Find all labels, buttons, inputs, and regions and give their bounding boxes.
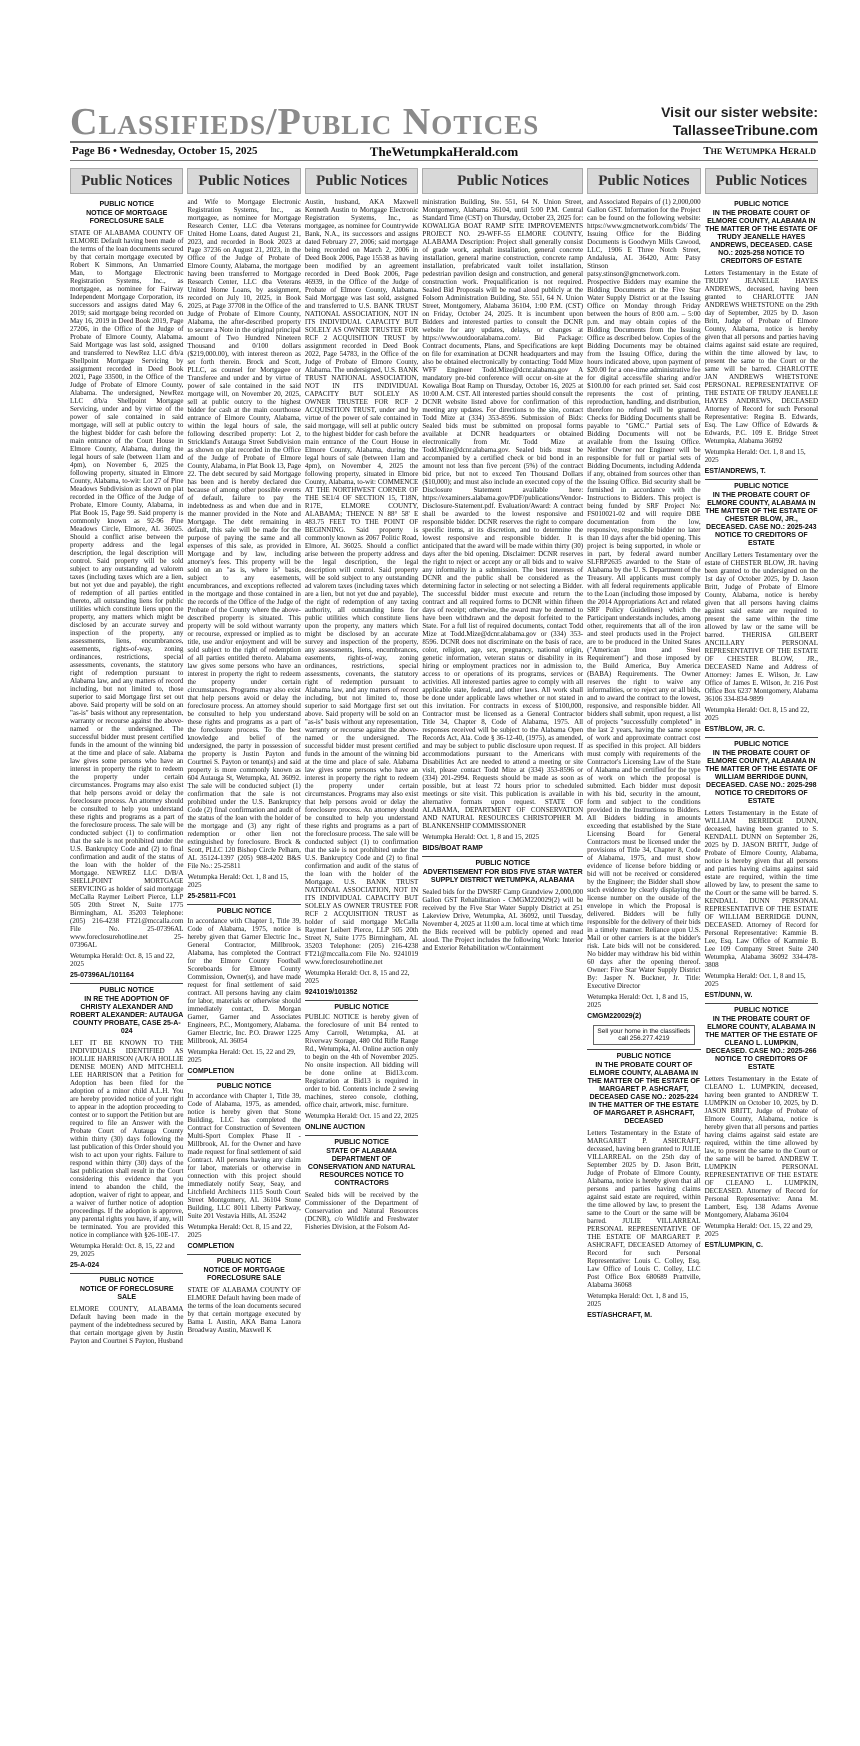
notice-code: CMGM220029(2) — [587, 1013, 642, 1020]
notice-column — [422, 168, 583, 1736]
column-body — [305, 194, 418, 1736]
public-notice — [422, 198, 583, 853]
notice-title: IN THE PROBATE COURT OF ELMORE COUNTY, ALABAMA IN THE MATTER OF THE ESTATE OF CHESTER BLOW, JR., DECEASED. CASE NO.: 2025-243 NOTICE TO CREDITORS OF ESTATE — [705, 492, 818, 547]
column-body — [705, 194, 818, 1736]
notice-publication-dates: Wetumpka Herald: Oct. 1, 8 and 15, 2025 — [187, 873, 289, 889]
public-notice — [70, 201, 183, 980]
notice-label: PUBLIC NOTICE — [99, 987, 154, 994]
notice-body: STATE OF ALABAMA COUNTY OF ELMORE Default having been made of the terms of the loan documents secured by that certain mortgage executed by Bama L Austin, AKA Bama Lanora Broadway Austin, Maxwell K — [187, 1286, 301, 1334]
public-notice — [70, 987, 183, 1270]
page-date: Page B6 • Wednesday, October 15, 2025 — [72, 145, 258, 157]
notice-body: and Associated Repairs of (1) 2,000,000 Gallon GST. Information for the Project can be found on the following website: https://www.gmcnetwork.com/bids/ The Issuing Office for the Bidding Documents is Goodwyn Mills Cawood, LLC, 1906 E Three Notch Street, Andalusia, AL 36420, Attn: Patsy Stinson patsy.stinson@gmcnetwork.com. Prospective Bidders may examine the Bidding Documents at the Five Star Water Supply District or at the Issuing Office on Monday through Friday between the hours of 8:00 a.m. – 5:00 p.m. and may obtain copies of the Bidding Documents from the Issuing Office as described below. Copies of the Bidding Documents may be obtained from the Issuing Office, during the hours indicated above, upon payment of $20.00 for a one-time administrative fee for digital access/file sharing and/or $100.00 for each printed set. Said cost represents the cost of printing, reproduction, handling, and distribution, therefore no refund will be granted. Checks for Bidding Documents shall be payable to "GMC." Partial sets of Bidding Documents will not be available from the Issuing Office. Neither Owner nor Engineer will be responsible for full or partial sets of Bidding Documents, including Addenda if any, obtained from sources other than the Issuing Office. Bid security shall be furnished in accordance with the Instructions to Bidders. This project is being funded by SRF Project No: FS010021-02 and will require DBE documentation from the low, responsive, responsible bidder no later than 10 days after the bid opening. This project is being supported, in whole or in part, by federal award number SLFRP2635 awarded to the State of Alabama by the U. S. Department of the Treasury. All applicants must comply with all federal requirements applicable to the Loan (including those imposed by the 2014 Appropriations Act and related SRF Policy Guidelines) which the Participant understands includes, among other, requirements that all of the iron and steel products used in the Project are to be produced in the United States ("American Iron and Steel Requirement") and those imposed by the Build America, Buy America (BABA) Requirements. The Owner reserves the right to waive any informalities, or to reject any or all bids, and to award the contract to the lowest, responsive, and responsible bidder. All bidders shall submit, upon request, a list of projects "successfully completed" in the last 2 years, having the same scope of work and approximate contract cost as specified in this project. All bidders must comply with requirements of the Contractor's Licensing Law of the State of Alabama and be certified for the type of work on which the proposal is submitted. Each bidder must deposit with his bid, security in the amount, form and subject to the conditions provided in the Instructions to Bidders. All Bidders bidding in amounts exceeding that established by the State Licensing Board for General Contractors must be licensed under the provisions of Title 34, Chapter 8, Code of Alabama, 1975, and must show evidence of license before bidding or bid will not be received or considered by the Engineer; the Bidder shall show such evidence by clearly displaying the license number on the outside of the envelope in which the Proposal is delivered. Bidders will be fully responsible for the delivery of their bids in a timely manner. Reliance upon U.S. Mail or other carriers is at the bidder's risk. Late bids will not be considered. No bidder may withdraw his bid within 60 days after the opening thereof. Owner: Five Star Water Supply District By: Jasper N. Buckner, Jr. Title: Executive Director — [587, 198, 701, 990]
notice-title: NOTICE OF MORTGAGE FORECLOSURE SALE — [203, 1267, 285, 1282]
notice-divider — [705, 1003, 818, 1004]
notice-title: ADVERTISEMENT FOR BIDS FIVE STAR WATER SUPPLY DISTRICT WETUMPKA, ALABAMA — [422, 869, 583, 884]
notice-publication-dates: Wetumpka Herald: Oct. 8, 15 and 22, 2025 — [187, 1223, 293, 1239]
notice-label: PUBLIC NOTICE — [734, 741, 789, 748]
notice-body: PUBLIC NOTICE is hereby given of the foreclosure of unit B4 rented to Amy Carroll, Wetumpka, AL at Riverway Storage, 480 Old Rifle Range Rd., Wetumpka, Al. Online auction only to begin on the 4th of November 2025. No onsite inspection. All bidding will be done online at Bid13.com. Registration at Bid13 is required in order to bid. Contents include 2 sewing machines, stereo console, clothing, office chair, artwork, misc. furniture. — [304, 1013, 419, 1109]
notice-title: NOTICE OF FORECLOSURE SALE — [79, 1286, 174, 1301]
notice-body: ministration Building, Ste. 551, 64 N. Union Street, Montgomery, Alabama 36104, until 5:00 P.M. Central Standard Time (CST) on Thursday, October 23, 2025 for: KOWALIGA BOAT RAMP SITE IMPROVEMENTS PROJECT NO. 29-WFF-55 ELMORE COUNTY, ALABAMA Description: Project shall generally consist of grade work, asphalt installation, general concrete installation, general marine construction, concrete ramp installation, prefabricated vault toilet installation, pedestrian pavilion design and construction, and general construction work. Prequalification is not required. Sealed Bid Proposals will be read aloud publicly at the Folsom Administration Building, Ste. 551, 64 N. Union Street, Montgomery, Alabama 36104, 1:00 P.M. (CST) on Friday, October 24, 2025. It is incumbent upon Bidders and interested parties to consult the DCNR website for any updates, delays, or changes at https://www.outdooralabama.com/. Bid Package: Contract documents, Plans, and Specifications are kept on file for examination at DCNR headquarters and may also be obtained electronically by contacting: Todd Mize WFF Engineer Todd.Mize@dcnr.alabama.gov A mandatory pre-bid conference will occur on-site at the Kowaliga Boat Ramp on Thursday, October 16, 2025 at 10:00 A.M. CST. All interested parties should consult the DCNR website listed above for confirmation of this meeting any updates. For directions to the site, contact Todd Mize at (334) 353-8596. Submission of Bids: Sealed bids must be submitted on proposal forms available at DCNR headquarters or obtained electronically from Mr. Todd Mize at Todd.Mize@dcnr.alabama.gov. Sealed bids must be accompanied by a certified check or bid bond in an amount not less than five percent (5%) of the contract bid price, but not to exceed Ten Thousand Dollars ($10,000); and must also include an executed copy of the Disclosure Statement available here: https://examiners.alabama.gov/PDF/publications/Vendor-Disclosure-Statement.pdf. Evaluation/Award: A contract shall be awarded to the lowest responsive and responsible bidder. DCNR reserves the right to compare specific items, at its discretion, and to determine the lowest responsive and responsible bidder. It is anticipated that the award will be made within thirty (30) days after the bid opening. Disclaimer: DCNR reserves the right to reject or accept any or all bids and to waive any informality in a submission. The best interests of DCNR and the public shall be considered as the determining factor in selecting or not selecting a Bidder. The successful bidder must execute and return the contract and all required forms to DCNR within fifteen days of receipt; otherwise, the award may be deemed to have been withdrawn and the deposit forfeited to the State. For a full list of required documents, contact Todd Mize at Todd.Mize@dcnr.alabama.gov or (334) 353-8596. DCNR does not discriminate on the basis of race, color, religion, age, sex, pregnancy, national origin, genetic information, veteran status or disability in its hiring or employment practices nor in admission to, access to or operations of its programs, services or activities. All interested parties agree to comply with all applicable state, federal, and other laws. All work shall be done under applicable laws whether or not stated in this invitation. For contracts in excess of $100,000, Contractor must be licensed as a General Contractor Title 34, Chapter 8, Code of Alabama, 1975. All responses received will be subject to the Alabama Open Records Act, Ala. Code § 36-12-40, (1975), as amended, and may be subject to public disclosure upon request. If accommodations pursuant to the Americans with Disabilities Act are needed to attend a meeting or site visit, please contact Todd Mize at (334) 353-8596 or (334) 201-2994. Requests should be made as soon as possible, but at least 72 hours prior to scheduled meetings or site visit. This publication is available in alternative formats upon request. STATE OF ALABAMA, DEPARTMENT OF CONSERVATION AND NATURAL RESOURCES CHRISTOPHER M. BLANKENSHIP COMMISSIONER — [422, 198, 584, 830]
notice-publication-dates: Wetumpka Herald: Oct. 1, 8 and 15, 2025 — [587, 993, 689, 1009]
notice-column — [705, 168, 818, 1736]
notice-body: Sealed bids for the DWSRF Camp Grandview 2,000,000 Gallon GST Rehabilitation - CMGM220029(2) will be received by the Five Star Water Supply District at 251 Lakeview Drive, Wetumpka, AL 36092, until Tuesday, November 4, 2025 at 11:00 a.m. local time at which time the Bids received will be publicly opened and read aloud. The Project includes the following Work: Interior and Exterior Rehabilitation w/Containment — [422, 888, 584, 952]
column-body — [422, 194, 583, 1736]
notice-title: IN THE PROBATE COURT OF ELMORE COUNTY, ALABAMA IN THE MATTER OF THE ESTATE OF WILLIAM BERRIDGE DUNN, DECEASED. CASE NO.: 2025-298 NOTICE TO CREDITORS OF ESTATE — [705, 750, 818, 805]
notice-publication-dates: Wetumpka Herald: Oct. 1, 8 and 15, 2025 — [704, 972, 806, 988]
notice-label: PUBLIC NOTICE — [334, 1139, 389, 1146]
paper-name: The Wetumpka Herald — [703, 145, 816, 157]
notice-divider — [305, 1000, 418, 1001]
notice-body: In accordance with Chapter 1, Title 39, Code of Alabama, 1975, notice is hereby given that Garner Electric Inc., General Contractor, Millbrook, Alabama, has completed the Contract for the Elmore County Football Scoreboards for Elmore County Commission, Owner(s), and have made request for final settlement of said contract. All persons having any claim for labor, materials or otherwise should immediately contact, D. Morgan Garner, Garner and Associates Engineers, P.C., Montgomery, Alabama. Garner Electric, Inc. P.O. Drawer 1225 Millbrook, AL 36054 — [187, 917, 301, 1045]
issue-bar — [70, 141, 818, 161]
notice-divider — [587, 1049, 700, 1050]
notice-divider — [422, 856, 583, 857]
notice-title: IN THE PROBATE COURT OF ELMORE COUNTY, ALABAMA IN THE MATTER OF THE ESTATE OF MARGARET P. ASHCRAFT, DECEASED CASE NO.: 2025-224 IN THE MATTER OF THE ESTATE OF MARGARET P. ASHCRAFT, DECEASED — [587, 1062, 701, 1125]
notice-publication-dates: Wetumpka Herald: Oct. 8, 15 and 22, 2025 — [704, 706, 810, 722]
public-notice — [705, 1007, 818, 1250]
notice-code: EST/DUNN, W. — [704, 992, 753, 999]
notice-body: Letters Testamentary in the Estate of TRUDY JEANELLE HAYES ANDREWS, deceased, having been granted to CHARLOTTE JAN ANDREWS WHETSTONE on the 29th day of September, 2025 by D. Jason Britt, Judge of Probate of Elmore County, Alabama, notice is hereby given that all persons and parties having claims against said estate are required, within the time allowed by law, to present the same to the Court or the same will be barred. CHARLOTTE JAN ANDREWS WHETSTONE PERSONAL REPRESENTATIVE OF THE ESTATE OF TRUDY JEANELLE HAYES ANDREWS, DECEASED Attorney of Record for such Personal Representative: Regina B. Edwards, Esq. The Law Office of Edwards & Edwards, P.C. 109 E. Bridge Street Wetumpka, Alabama 36092 — [704, 269, 819, 445]
public-notice — [705, 201, 818, 476]
notice-label: PUBLIC NOTICE — [216, 908, 272, 915]
notice-divider — [187, 1079, 300, 1080]
notices-columns — [70, 168, 818, 1736]
notice-column — [587, 168, 700, 1736]
notice-body: ELMORE COUNTY, ALABAMA Default having been made in the payment of the indebtedness secured by that certain mortgage given by Justin Payton and Courtnei S Payton, Husband — [70, 1305, 184, 1345]
notice-divider — [705, 479, 818, 480]
notice-divider — [705, 737, 818, 738]
public-notice — [587, 1053, 700, 1320]
notice-body: In accordance with Chapter 1, Title 39, Code of Alabama, 1975, as amended, notice is hereby given that Stone Building, LLC has completed the Contract for Construction of Seventeen Multi-Sport Complex Phase II - Millbrook, AL for the Owner and have made request for final settlement of said Contract. All persons having any claim for labor, materials or otherwise in connection with this project should immediately notify Seay, Seay, and Litchfield Architects 1115 South Court Street Montgomery, AL 36104 Stone Building, LLC 8011 Liberty Parkway, Suite 201 Vestavia Hills, AL 35242 — [187, 1092, 301, 1220]
sister-site-link[interactable]: TallasseeTribune.com — [672, 122, 818, 138]
notice-body: Ancillary Letters Testamentary over the estate of CHESTER BLOW, JR. having been granted to the undersigned on the 1st day of October 2025, by D. Jason Britt, Judge of Probate of Elmore County, Alabama, notice is hereby given that all persons having claims against said estate are required to present the same within the time allowed by law or the same will be barred. THERISA GILBERT ANCILLARY PERSONAL REPRESENTATIVE OF THE ESTATE OF CHESTER BLOW, JR., DECEASED Name and Address of Attorney: James E. Wilson, Jr. Law Office of James E. Wilson, Jr. 216 Post Office Box 6237 Montgomery, Alabama 36106 334-834-9899 — [704, 551, 819, 703]
notice-code: EST/LUMPKIN, C. — [704, 1242, 763, 1249]
public-notice — [187, 1258, 300, 1334]
column-header: Public Notices — [587, 168, 700, 194]
notice-code: ONLINE AUCTION — [304, 1124, 365, 1131]
notice-code: COMPLETION — [187, 1243, 235, 1250]
notice-publication-dates: Wetumpka Herald: Oct. 15, 22 and 29, 2025 — [704, 1222, 813, 1238]
column-header: Public Notices — [705, 168, 818, 194]
notice-code: COMPLETION — [187, 1068, 235, 1075]
notice-divider — [70, 1273, 183, 1274]
public-notice — [422, 860, 583, 952]
notice-publication-dates: Wetumpka Herald: Oct. 8, 15 and 22, 2025 — [70, 952, 175, 968]
public-notice — [705, 483, 818, 734]
notice-code: EST/ASHCRAFT, M. — [587, 1312, 653, 1319]
notice-label: PUBLIC NOTICE — [734, 201, 789, 208]
notice-body: STATE OF ALABAMA COUNTY OF ELMORE Default having been made of the terms of the loan documents secured by that certain mortgage executed by Robert K Simmons, An Unmarried Man, to Mortgage Electronic Registration Systems, Inc., as mortgagee, as nominee for Fairway Independent Mortgage Corporation, its successors and assigns dated May 6, 2019; said mortgage being recorded on May 16, 2019 in Deed Book 2019, Page 27206, in the Office of the Judge of Probate of Elmore County, Alabama. Said Mortgage was last sold, assigned and transferred to NewRez LLC d/b/a Shellpoint Mortgage Servicing by assignment recorded in Deed Book 2021, Page 33500, in the Office of the Judge of Probate of Elmore County, Alabama. The undersigned, NewRez LLC d/b/a Shellpoint Mortgage Servicing, under and by virtue of the power of sale contained in said mortgage, will sell at public outcry to the highest bidder for cash before the main entrance of the Court House in Elmore County, Alabama, during the legal hours of sale (between 11am and 4pm), on November 6, 2025 the following property, situated in Elmore County, Alabama, to-wit: Lot 27 of Pine Meadows Subdivision as shown on plat recorded in the Office of the Judge of Probate, Elmore County, Alabama, in Plat Book 15, Page 99. Said property is commonly known as 92-96 Pine Meadows Circle, Elmore, AL 36025. Should a conflict arise between the property address and the legal description, the legal description will control. Said property will be sold subject to any outstanding ad valorem taxes (including taxes which are a lien, but not yet due and payable), the right of redemption of all parties entitled thereto, all outstanding liens for public utilities which constitute liens upon the property, any matters which might be disclosed by an accurate survey and inspection of the property, any assessments, liens, encumbrances, easements, rights-of-way, zoning ordinances, restrictions, special assessments, covenants, the statutory right of redemption pursuant to Alabama law, and any matters of record including, but not limited to, those superior to said Mortgage first set out above. Said property will be sold on an "as-is" basis without any representation, warranty or recourse against the above-named or the undersigned. The successful bidder must present certified funds in the amount of the winning bid at the time and place of sale. Alabama law gives some persons who have an interest in property the right to redeem the property under certain circumstances. Programs may also exist that help persons avoid or delay the foreclosure process. An attorney should be consulted to help you understand these rights and programs as a part of the foreclosure process. The sale will be conducted subject (1) to confirmation that the sale is not prohibited under the U.S. Bankruptcy Code and (2) to final confirmation and audit of the status of the loan with the holder of the Mortgage. NEWREZ LLC D/B/A SHELLPOINT MORTGAGE SERVICING as holder of said mortgage McCalla Raymer Leibert Pierce, LLP 505 20th Street N, Suite 1775 Birmingham, AL 35203 Telephone: (205) 216-4238 FT21@mccalla.com File No. 25-07396AL www.foreclosurehotline.net 25-07396AL — [70, 229, 184, 949]
notice-code: 25-25811-FC01 — [187, 893, 237, 900]
public-notice — [305, 198, 418, 997]
column-header: Public Notices — [70, 168, 183, 194]
column-body — [187, 194, 300, 1736]
notice-publication-dates: Wetumpka Herald: Oct. 8, 15, 22 and 29, 2025 — [70, 1242, 175, 1258]
notice-body: Austin, husband, AKA Maxwell Kenneth Austin to Mortgage Electronic Registration Systems, Inc., as mortgagee, as nominee for Countrywide Bank, N.A., its successors and assigns dated February 27, 2006; said mortgage being recorded on March 2, 2006 in Deed Book 2006, Page 15538 as having been modified by an agreement recorded in Deed Book 2006, Page 46939, in the Office of the Judge of Probate of Elmore County, Alabama. Said Mortgage was last sold, assigned and transferred to U.S. BANK TRUST NATIONAL ASSOCIATION, NOT IN ITS INDIVIDUAL CAPACITY BUT SOLELY AS OWNER TRUSTEE FOR RCF 2 ACQUISITION TRUST by assignment recorded in Deed Book 2022, Page 54783, in the Office of the Judge of Probate of Elmore County, Alabama. The undersigned, U.S. BANK TRUST NATIONAL ASSOCIATION, NOT IN ITS INDIVIDUAL CAPACITY BUT SOLELY AS OWNER TRUSTEE FOR RCF 2 ACQUISITION TRUST, under and by virtue of the power of sale contained in said mortgage, will sell at public outcry to the highest bidder for cash before the main entrance of the Court House in Elmore County, Alabama, during the legal hours of sale (between 11am and 4pm), on November 4, 2025 the following property, situated in Elmore County, Alabama, to-wit: COMMENCE AT THE NORTHWEST CORNER OF THE SE1/4 OF SECTION 15, T18N, R17E, ELMORE COUNTY, ALABAMA; THENCE N 88° 58' E 483.75 FEET TO THE POINT OF BEGINNING. Said property is commonly known as 2067 Politic Road, Elmore, AL 36025. Should a conflict arise between the property address and the legal description, the legal description will control. Said property will be sold subject to any outstanding ad valorem taxes (including taxes which are a lien, but not yet due and payable), the right of redemption of any taxing authority, all outstanding liens for public utilities which constitute liens upon the property, any matters which might be disclosed by an accurate survey and inspection of the property, any assessments, liens, encumbrances, easements, rights-of-way, zoning ordinances, restrictions, special assessments, covenants, the statutory right of redemption pursuant to Alabama law, and any matters of record including, but not limited to, those superior to said Mortgage first set out above. Said property will be sold on an "as-is" basis without any representation, warranty or recourse against the above-named or the undersigned. The successful bidder must present certified funds in the amount of the winning bid at the time and place of sale. Alabama law gives some persons who have an interest in property the right to redeem the property under certain circumstances. Programs may also exist that help persons avoid or delay the foreclosure process. An attorney should be consulted to help you understand these rights and programs as a part of the foreclosure process. The sale will be conducted subject (1) to confirmation that the sale is not prohibited under the U.S. Bankruptcy Code and (2) to final confirmation and audit of the status of the loan with the holder of the Mortgage. U.S. BANK TRUST NATIONAL ASSOCIATION, NOT IN ITS INDIVIDUAL CAPACITY BUT SOLELY AS OWNER TRUSTEE FOR RCF 2 ACQUISITION TRUST as holder of said mortgage McCalla Raymer Leibert Pierce, LLP 505 20th Street N, Suite 1775 Birmingham, AL 35203 Telephone: (205) 216-4238 FT21@mccalla.com File No. 9241019 www.foreclosurehotline.net — [304, 198, 419, 966]
notice-column — [70, 168, 183, 1736]
masthead — [0, 0, 860, 143]
notice-label: PUBLIC NOTICE — [99, 1277, 154, 1284]
notice-code: EST/ANDREWS, T. — [704, 468, 766, 475]
notice-label: PUBLIC NOTICE — [616, 1053, 672, 1060]
notice-body: Sealed bids will be received by the Commissioner of the Department of Conservation and Natural Resources (DCNR), c/o Wildlife and Freshwater Fisheries Division, at the Folsom Ad- — [304, 1191, 419, 1231]
notice-publication-dates: Wetumpka Herald: Oct. 1, 8 and 15, 2025 — [587, 1292, 689, 1308]
public-notice — [305, 1139, 418, 1231]
notice-body: Letters Testamentary in the Estate of MARGARET P. ASHCRAFT, deceased, having been granted to JULIE VILLARREAL on the 25th day of September 2025 by D. Jason Britt, Judge of Probate of Elmore County, Alabama, notice is hereby given that all persons and parties having claims against said estate are required, within the time allowed by law, to present the same to the Court or the same will be barred. JULIE VILLARREAL PERSONAL REPRESENTATIVE OF THE ESTATE OF MARGARET P. ASHCRAFT, DECEASED Attorney of Record for such Personal Representative: Louis C. Colley, Esq. Law Office of Louis C. Colley, LLC Post Office Box 680689 Prattville, Alabama 36068 — [587, 1129, 701, 1289]
public-notice — [187, 908, 300, 1076]
notice-label: PUBLIC NOTICE — [734, 1007, 789, 1014]
public-notice — [70, 1277, 183, 1345]
notice-code: BIDS/BOAT RAMP — [422, 845, 483, 852]
sister-site-label: Visit our sister website: — [661, 104, 818, 120]
notice-divider — [305, 1135, 418, 1136]
column-header: Public Notices — [422, 168, 583, 194]
notice-title: IN THE PROBATE COURT OF ELMORE COUNTY, ALABAMA IN THE MATTER OF THE ESTATE OF CLEANO L. LUMPKIN, DECEASED. CASE NO.: 2025-266 NOTICE TO CREDITORS OF ESTATE — [705, 1016, 818, 1071]
notice-column — [305, 168, 418, 1736]
section-title: Classifieds/Public Notices — [70, 101, 540, 143]
notice-publication-dates: Wetumpka Herald: Oct. 1, 8 and 15, 2025 — [704, 448, 806, 464]
notice-publication-dates: Wetumpka Herald: Oct. 15 and 22, 2025 — [304, 1112, 419, 1120]
notice-divider — [187, 904, 300, 905]
notice-label: PUBLIC NOTICE — [475, 860, 530, 867]
notice-title: IN RE THE ADOPTION OF CHRISTY ALEXANDER AND ROBERT ALEXANDER: AUTAUGA COUNTY PROBATE, CASE 25-A-024 — [70, 996, 184, 1035]
notice-code: EST/BLOW, JR. C. — [704, 726, 765, 733]
sister-site-block — [661, 104, 818, 138]
notice-code: 25-A-024 — [70, 1262, 100, 1269]
notice-title: NOTICE OF MORTGAGE FORECLOSURE SALE — [86, 210, 168, 225]
paper-website[interactable]: TheWetumpkaHerald.com — [369, 144, 519, 159]
notice-column — [187, 168, 300, 1736]
notice-title: STATE OF ALABAMA DEPARTMENT OF CONSERVATION AND NATURAL RESOURCES NOTICE TO CONTRACTORS — [307, 1148, 416, 1187]
notice-publication-dates: Wetumpka Herald: Oct. 15, 22 and 29, 2025 — [187, 1048, 296, 1064]
notice-label: PUBLIC NOTICE — [334, 1004, 389, 1011]
notice-label: PUBLIC NOTICE — [734, 483, 789, 490]
notice-label: PUBLIC NOTICE — [216, 1083, 272, 1090]
notice-title: IN THE PROBATE COURT OF ELMORE COUNTY, ALABAMA IN THE MATTER OF THE ESTATE OF TRUDY JEANELLE HAYES ANDREWS, DECEASED. CASE NO.: 2025-258 NOTICE TO CREDITORS OF ESTATE — [705, 210, 818, 265]
column-header: Public Notices — [305, 168, 418, 194]
notice-publication-dates: Wetumpka Herald: Oct. 1, 8 and 15, 2025 — [422, 833, 540, 841]
public-notice — [187, 1083, 300, 1251]
public-notice — [305, 1004, 418, 1132]
notice-divider — [187, 1254, 300, 1255]
notice-body: LET IT BE KNOWN TO THE INDIVIDUALS IDENTIFIED AS HOLLIE HARRISON (A/K/A HOLLIE DENISE MOEN) AND MITCHELL LEE HARRISON that a Petition for Adoption has been filed for the adoption of a minor child A.L.H. You are hereby provided notice of your right to appear in the adoption proceeding to contest or to support the Petition but are required to file an Answer with the Probate Court of Autauga County within thirty (30) days following the last publication of this Order should you wish to act upon your rights. Failure to respond within thirty (30) days of the last publication shall result in the Court considering this evidence that you intend to abandon the child, the adoption, waiver of right to appear, and a waiver of further notice of adoption proceedings. If the adoption is approve, any parental rights you have, if any, will be terminated. You are provided this notice in compliance with §26-10E-17. — [70, 1039, 184, 1239]
notice-body: Letters Testamentary in the Estate of CLEANO L. LUMPKIN, deceased, having been granted to ANDREW T. LUMPKIN on October 10, 2025, by D. JASON BRITT, Judge of Probate of Elmore County, Alabama, notice is hereby given that all persons and parties having claims against said estate are required, within the time allowed by law, to present the same to the Court or the same will be barred. ANDREW T. LUMPKIN PERSONAL REPRESENTATIVE OF THE ESTATE OF CLEANO L. LUMPKIN, DECEASED. Attorney of Record for Personal Representative: Anna M. Lambert, Esq. 138 Adams Avenue Montgomery, Alabama 36104 — [704, 1075, 819, 1219]
notice-label: PUBLIC NOTICE — [99, 201, 154, 208]
public-notice — [587, 198, 700, 1021]
public-notice — [187, 198, 300, 901]
column-header: Public Notices — [187, 168, 300, 194]
column-body — [587, 194, 700, 1736]
classifieds-promo: Sell your home in the classifieds call 256.277.4219 — [593, 1025, 694, 1045]
notice-publication-dates: Wetumpka Herald: Oct. 8, 15 and 22, 2025 — [304, 969, 410, 985]
notice-code: 25-07396AL/101164 — [70, 972, 134, 979]
public-notice — [705, 741, 818, 1000]
notice-body: Letters Testamentary in the Estate of WILLIAM BERRIDGE DUNN, deceased, having been granted to S. KENDALL DUNN on September 26, 2025 by D. JASON BRITT, Judge of Probate of Elmore County, Alabama, notice is hereby given that all persons and parties having claims against said estate are required, within the time allowed by law, to present the same to the Court or the same will be barred. S. KENDALL DUNN PERSONAL REPRESENTATIVE OF THE ESTATE OF WILLIAM BERRIDGE DUNN, DECEASED. Attorney of Record for Personal Representative: Kammie B. Lee, Esq. Law Office of Kammie B. Lee 109 Company Street Suite 240 Wetumpka, Alabama 36092 334-478-3808 — [704, 809, 819, 969]
column-body — [70, 194, 183, 1736]
notice-label: PUBLIC NOTICE — [216, 1258, 272, 1265]
notice-code: 9241019/101352 — [304, 989, 358, 996]
notice-divider — [70, 983, 183, 984]
notice-body: and Wife to Mortgage Electronic Registration Systems, Inc., as mortgagee, as nominee for Mortgage Research Center, LLC dba Veterans United Home Loans, dated August 21, 2023, and recorded in Book 2023 at Page 37236 on August 21, 2023, in the Office of the Judge of Probate of Elmore County, Alabama, the mortgage having been transferred to Mortgage Research Center, LLC dba Veterans United Home Loans, by assignment, recorded on July 10, 2025, in Book 2025, at Page 37708 in the Office of the Judge of Probate of Elmore County, Alabama, the after-described property to secure a Note in the original principal amount of Two Hundred Nineteen Thousand and 0/100 dollars ($219,000.00), with interest thereon as set forth therein. Brock and Scott, PLLC, as counsel for Mortgagee or Transferee and under and by virtue of power of sale contained in the said mortgage will, on November 20, 2025, sell at public outcry to the highest bidder for cash at the main courthouse entrance of Elmore County, Alabama, within the legal hours of sale, the following described property: Lot 2, Strickland's Autauga Street Subdivision as shown on plat recorded in the Office of the Judge of Probate of Elmore County, Alabama, in Plat Book 13, Page 22. The debt secured by said Mortgage has been and is hereby declared due because of among other possible events of default, failure to pay the indebtedness as and when due and in the manner provided in the Note and Mortgage. The debt remaining in default, this sale will be made for the purpose of paying the same and all expenses of this sale, as provided in Mortgage and by law, including attorney's fees. This property will be sold on an "as is, where is" basis, subject to any easements, encumbrances, and exceptions reflected in the mortgage and those contained in the records of the Office of the Judge of Probate of the County where the above-described property is situated. This property will be sold without warranty or recourse, expressed or implied as to title, use and/or enjoyment and will be sold subject to the right of redemption of all parties entitled thereto. Alabama law gives some persons who have an interest in property the right to redeem the property under certain circumstances. Programs may also exist that help persons avoid or delay the foreclosure process. An attorney should be consulted to help you understand these rights and programs as a part of the foreclosure process. To the best knowledge and belief of the undersigned, the party in possession of the property is Justin Payton and Courtnei S. Payton or tenant(s) and said property is more commonly known as 604 Autauga St, Wetumpka, AL 36092. The sale will be conducted subject (1) confirmation that the sale is not prohibited under the U.S. Bankruptcy Code (2) final confirmation and audit of the status of the loan with the holder of the mortgage and (3) any right of redemption or other lien not extinguished by foreclosure. Brock & Scott, PLLC 120 Bishop Circle Pelham, AL 35124-1397 (205) 988-4202 B&S File No.: 25-25811 — [187, 198, 301, 870]
